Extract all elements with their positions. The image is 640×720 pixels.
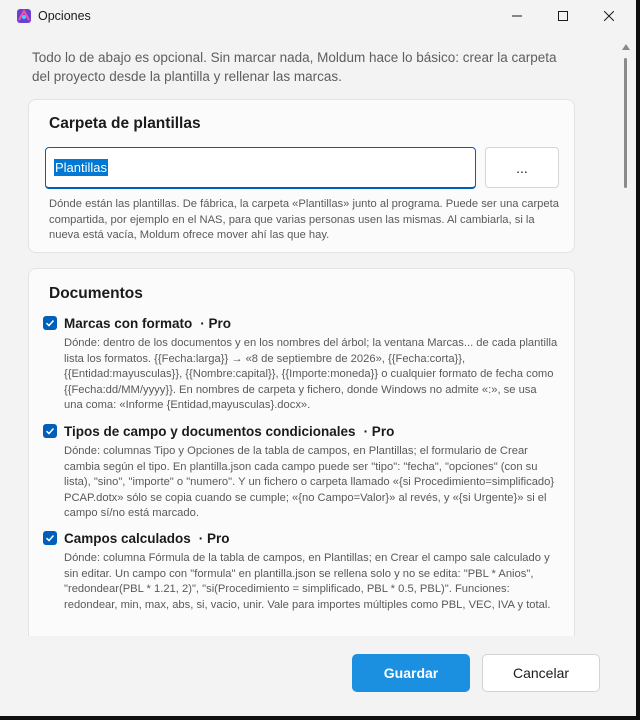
checkmark-icon: [45, 533, 55, 543]
scrollbar-thumb[interactable]: [624, 58, 627, 188]
dialog-footer: [0, 636, 636, 716]
minimize-icon: [512, 11, 522, 21]
option-label: Campos calculados: [64, 530, 191, 546]
templates-description: Dónde están las plantillas. De fábrica, la carpeta «Plantillas» junto al programa. Puede ser una carpeta compartida, por ejemplo en el NAS, para que varias personas usen las mismas. Al cambiarla, si la nueva está vacía, Moldum ofrece mover ahí las que hay.: [49, 198, 559, 241]
maximize-icon: [558, 11, 568, 21]
maximize-button[interactable]: [540, 0, 586, 32]
templates-card: [28, 99, 575, 253]
templates-path-value: Plantillas: [55, 160, 108, 175]
window-title: Opciones: [38, 9, 91, 23]
documents-card: [28, 268, 575, 636]
calculated-fields-checkbox[interactable]: [43, 531, 57, 545]
field-types-checkbox[interactable]: [43, 424, 57, 438]
pro-badge: · Pro: [363, 423, 395, 439]
app-icon: [16, 8, 32, 24]
formatted-marks-checkbox[interactable]: [43, 316, 57, 330]
desktop-edge-bottom: [0, 716, 640, 720]
templates-card-title: Carpeta de plantillas: [49, 115, 201, 132]
close-icon: [604, 11, 614, 21]
options-scroll-area[interactable]: [10, 32, 628, 636]
checkmark-icon: [45, 318, 55, 328]
close-button[interactable]: [586, 0, 632, 32]
scroll-up-arrow-icon[interactable]: [622, 44, 630, 50]
cancel-button[interactable]: Cancelar: [482, 654, 600, 692]
option-description: Dónde: dentro de los documentos y en los nombres del árbol; la ventana Marcas... de cada plantilla lista los formatos. {{Fecha:larga}} → «8 de septiembre de 2026», {{Fecha:corta}}, {{Entidad:mayusculas}}, {{Nombre:capital}}, {{Importe:moneda}} o cualquier formato de fecha como {{Fecha:dd/MM/yyyy}}. En nombres de carpeta y fichero, donde Windows no admite «:», se usa una coma: «Informe {Entidad,mayusculas}.docx».: [64, 337, 558, 411]
option-label: Marcas con formato: [64, 315, 193, 331]
save-button[interactable]: Guardar: [352, 654, 470, 692]
minimize-button[interactable]: [494, 0, 540, 32]
option-description: Dónde: columnas Tipo y Opciones de la tabla de campos, en Plantillas; el formulario de Crear cambia según el tipo. En plantilla.json cada campo puede ser "tipo": "fecha", "opciones" (con su lista), "sino", "importe" o "numero". Y un fichero o carpeta llamado «{si Procedimiento=simplificado} PCAP.dotx» sólo se copia cuando se cumple; «{no Campo=Valor}» al revés, y «{si Urgente}» si el campo sí/no está marcado.: [64, 445, 555, 519]
templates-path-input[interactable]: [45, 147, 476, 189]
option-description: Dónde: columna Fórmula de la tabla de campos, en Plantillas; en Crear el campo sale calculado y sin editar. Un campo con "formula" en plantilla.json se rellena solo y no se edita: "PBL * Anios", "redondear(PBL * 1.21, 2)", "si(Procedimiento = simplificado, PBL * 0.5, PBL)". Funciones: redondear, min, max, abs, si, vacio, unir. Vale para importes múltiples como PBL, VEC, IVA y total.: [64, 552, 551, 611]
option-label: Tipos de campo y documentos condicionales: [64, 423, 356, 439]
title-bar[interactable]: [0, 0, 636, 32]
option-calculated-fields: [43, 528, 563, 613]
checkmark-icon: [45, 426, 55, 436]
pro-badge: · Pro: [200, 315, 232, 331]
desktop-edge-right: [636, 0, 640, 720]
pro-badge: · Pro: [198, 530, 230, 546]
option-field-types: [43, 421, 563, 522]
intro-text: Todo lo de abajo es opcional. Sin marcar nada, Moldum hace lo básico: crear la carpeta del proyecto desde la plantilla y rellenar las marcas.: [32, 50, 557, 84]
option-formatted-marks: [43, 313, 563, 414]
scrollbar[interactable]: [618, 32, 636, 636]
browse-button[interactable]: ...: [485, 147, 559, 188]
documents-card-title: Documentos: [49, 285, 143, 302]
